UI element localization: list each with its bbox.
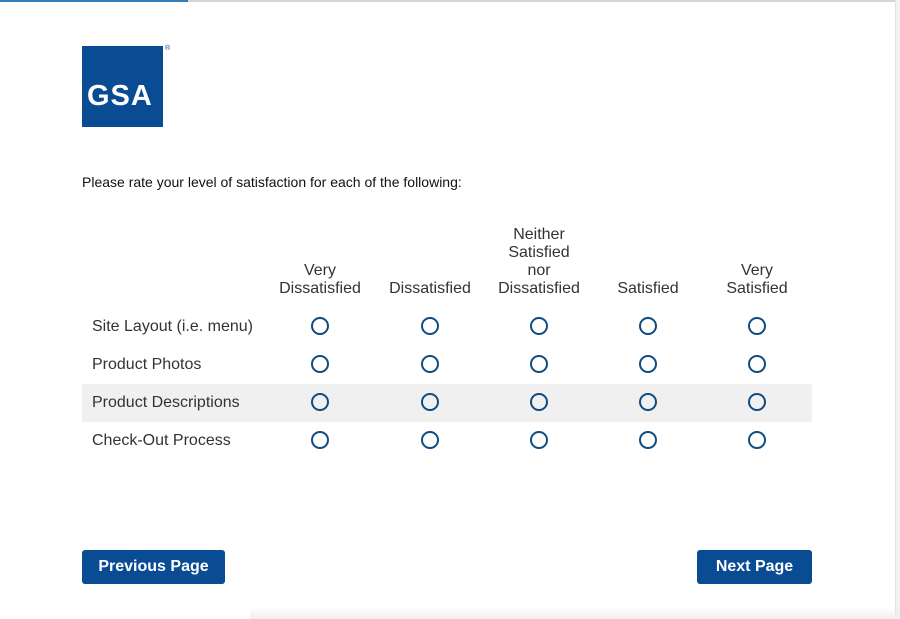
radio-dissatisfied[interactable]: [421, 317, 439, 335]
radio-satisfied[interactable]: [639, 355, 657, 373]
radio-very-dissatisfied[interactable]: [311, 317, 329, 335]
radio-neither[interactable]: [530, 317, 548, 335]
column-header-satisfied: Satisfied: [617, 280, 679, 297]
radio-very-dissatisfied[interactable]: [311, 393, 329, 411]
logo-text: GSA: [87, 80, 153, 112]
row-label: Product Descriptions: [92, 394, 240, 411]
gsa-logo: [82, 46, 163, 127]
radio-satisfied[interactable]: [639, 317, 657, 335]
matrix-row-product-descriptions: [82, 384, 812, 422]
row-label: Check-Out Process: [92, 432, 231, 449]
registered-mark: ®: [165, 45, 171, 52]
matrix-row-check-out-process: [82, 422, 812, 460]
radio-satisfied[interactable]: [639, 431, 657, 449]
radio-satisfied[interactable]: [639, 393, 657, 411]
row-label: Product Photos: [92, 356, 202, 373]
matrix-row-site-layout: [82, 308, 812, 346]
radio-neither[interactable]: [530, 431, 548, 449]
progress-bar: [0, 0, 188, 2]
radio-very-satisfied[interactable]: [748, 317, 766, 335]
bottom-edge-shadow: [250, 607, 900, 619]
column-header-dissatisfied: Dissatisfied: [389, 280, 471, 297]
radio-very-satisfied[interactable]: [748, 393, 766, 411]
radio-dissatisfied[interactable]: [421, 393, 439, 411]
next-page-button[interactable]: Next Page: [697, 550, 812, 584]
previous-page-button[interactable]: Previous Page: [82, 550, 225, 584]
matrix-row-product-photos: [82, 346, 812, 384]
radio-very-dissatisfied[interactable]: [311, 355, 329, 373]
radio-dissatisfied[interactable]: [421, 431, 439, 449]
radio-very-dissatisfied[interactable]: [311, 431, 329, 449]
row-label: Site Layout (i.e. menu): [92, 318, 253, 335]
radio-very-satisfied[interactable]: [748, 431, 766, 449]
radio-neither[interactable]: [530, 355, 548, 373]
radio-very-satisfied[interactable]: [748, 355, 766, 373]
scrollbar[interactable]: [895, 0, 900, 619]
radio-neither[interactable]: [530, 393, 548, 411]
column-header-very-satisfied: Very Satisfied: [726, 262, 788, 297]
column-header-neither: Neither Satisfied nor Dissatisfied: [498, 226, 580, 297]
column-header-very-dissatisfied: Very Dissatisfied: [279, 262, 361, 297]
question-prompt: Please rate your level of satisfaction for each of the following:: [82, 174, 462, 190]
radio-dissatisfied[interactable]: [421, 355, 439, 373]
